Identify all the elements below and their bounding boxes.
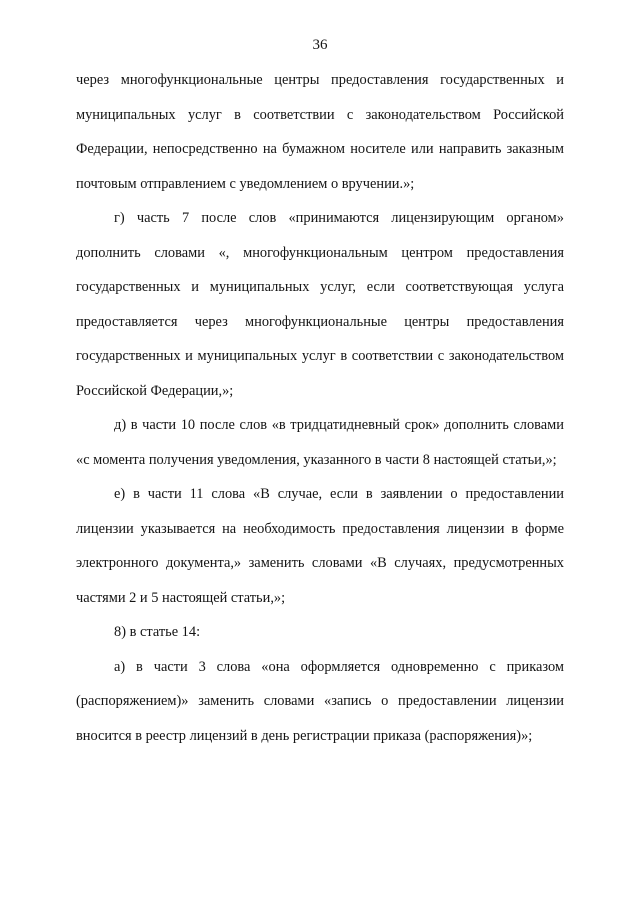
paragraph-item-a: а) в части 3 слова «она оформляется одновременно с приказом (распоряжением)» заменить словами «запись о предоставлении лицензии вносится в реестр лицензий в день регистрации приказа (распоряжения)»;	[76, 658, 564, 744]
paragraph-continuation: через многофункциональные центры предоставления государственных и муниципальных услуг в соответствии с законодательством Российской Федерации, непосредственно на бумажном носителе или направить заказным почтовым отправлением с уведомлением о вручении.»;	[76, 72, 564, 192]
document-body	[76, 63, 564, 753]
page-number: 36	[312, 37, 328, 53]
paragraph-item-8: 8) в статье 14:	[114, 624, 201, 640]
paragraph-item-e: е) в части 11 слова «В случае, если в заявлении о предоставлении лицензии указывается на необходимость предоставления лицензии в форме электронного документа,» заменить словами «В случаях, предусмотренных частями 2 и 5 настоящей статьи,»;	[76, 486, 564, 606]
paragraph-item-d: д) в части 10 после слов «в тридцатидневный срок» дополнить словами «с момента получения уведомления, указанного в части 8 настоящей статьи,»;	[76, 417, 564, 468]
paragraph-item-g: г) часть 7 после слов «принимаются лицензирующим органом» дополнить словами «, многофункциональным центром предоставления государственных и муниципальных услуг, если соответствующая услуга предоставляется через многофункциональные центры предоставления государственных и муниципальных услуг в соответствии с законодательством Российской Федерации,»;	[76, 210, 564, 399]
